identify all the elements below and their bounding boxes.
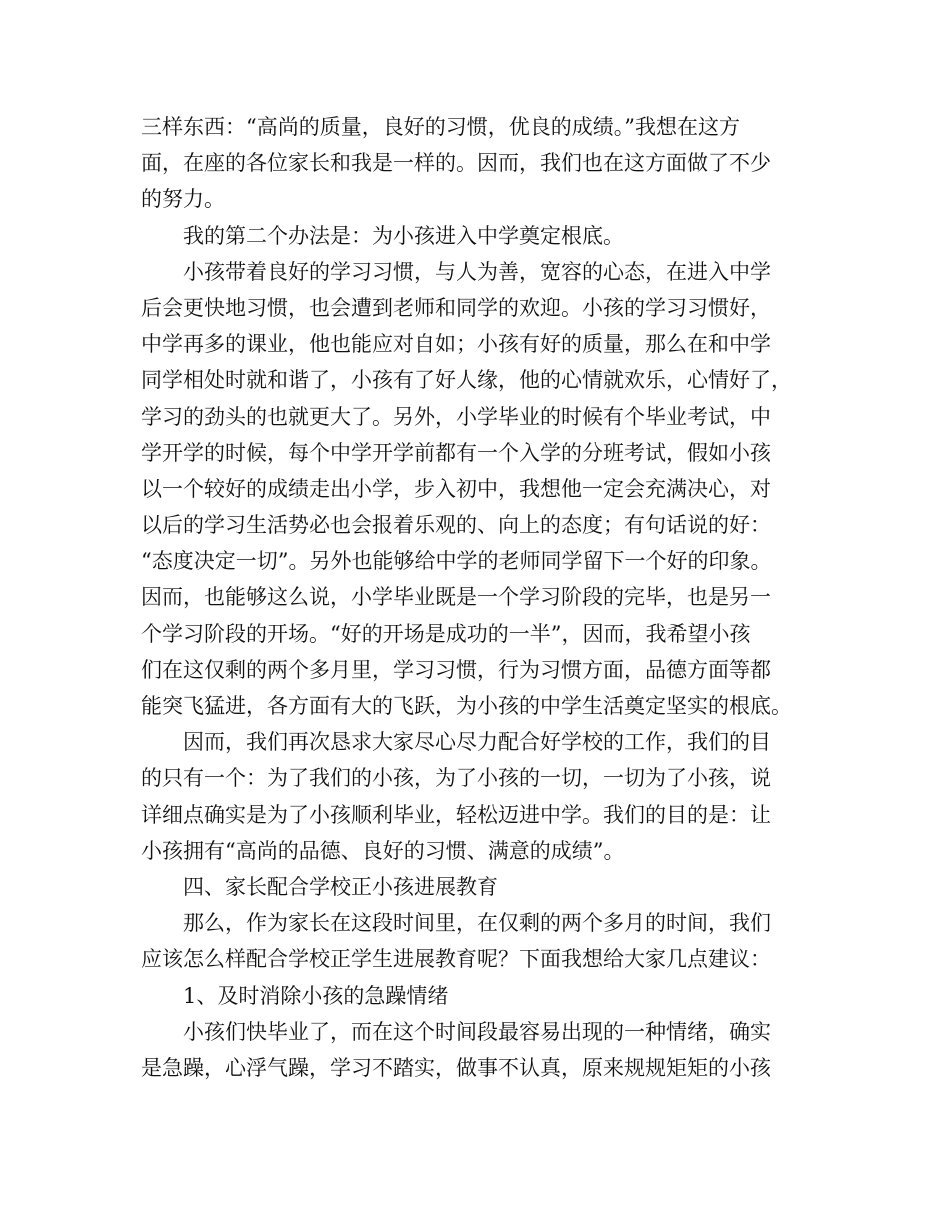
text-line: 1、及时消除小孩的急躁情绪: [183, 983, 449, 1008]
text-line: 三样东西：“高尚的质量，良好的习惯，优良的成绩。”我想在这方: [141, 115, 740, 139]
text-line: 以一个较好的成绩走出小学，步入初中，我想他一定会充满决心，对: [141, 476, 771, 501]
text-line: 学习的劲头的也就更大了。另外，小学毕业的时候有个毕业考试，中: [141, 404, 771, 429]
text-line: 因而，也能够这么说，小学毕业既是一个学习阶段的完毕，也是另一: [141, 585, 771, 610]
text-line: 面，在座的各位家长和我是一样的。因而，我们也在这方面做了不少: [141, 151, 771, 176]
document-body: [141, 109, 811, 1086]
text-line: 因而，我们再次恳求大家尽心尽力配合好学校的工作，我们的目: [183, 730, 771, 755]
text-line: 是急躁，心浮气躁，学习不踏实，做事不认真，原来规规矩矩的小孩: [141, 1055, 771, 1080]
text-line: 小孩拥有“高尚的品德、良好的习惯、满意的成绩”。: [141, 838, 625, 863]
text-line: 小孩带着良好的学习习惯，与人为善，宽容的心态，在进入中学: [183, 259, 771, 284]
text-line: 们在这仅剩的两个多月里，学习习惯，行为习惯方面，品德方面等都: [141, 657, 771, 682]
text-line: 后会更快地习惯，也会遭到老师和同学的欢迎。小孩的学习习惯好，: [141, 295, 771, 320]
text-line: 详细点确实是为了小孩顺利毕业，轻松迈进中学。我们的目的是：让: [141, 802, 771, 827]
text-line: 的只有一个：为了我们的小孩，为了小孩的一切，一切为了小孩，说: [141, 766, 771, 791]
text-line: 个学习阶段的开场。“好的开场是成功的一半”，因而，我希望小孩: [141, 621, 751, 646]
text-line: 我的第二个办法是：为小孩进入中学奠定根底。: [183, 223, 624, 248]
text-line: 以后的学习生活势必也会报着乐观的、向上的态度；有句话说的好：: [141, 513, 771, 538]
text-line: 的努力。: [141, 187, 225, 212]
text-line: 中学再多的课业，他也能应对自如；小孩有好的质量，那么在和中学: [141, 332, 771, 357]
text-line: “态度决定一切”。另外也能够给中学的老师同学留下一个好的印象。: [141, 549, 772, 574]
text-line: 学开学的时候，每个中学开学前都有一个入学的分班考试，假如小孩: [141, 440, 771, 465]
text-line: 同学相处时就和谐了，小孩有了好人缘，他的心情就欢乐，心情好了，: [141, 368, 792, 393]
text-line: 那么，作为家长在这段时间里，在仅剩的两个多月的时间，我们: [183, 911, 771, 936]
text-line: 应该怎么样配合学校正学生进展教育呢？下面我想给大家几点建议：: [141, 947, 771, 972]
text-line: 四、家长配合学校正小孩进展教育: [183, 874, 498, 899]
text-line: 能突飞猛进，各方面有大的飞跃，为小孩的中学生活奠定坚实的根底。: [141, 694, 792, 718]
text-line: 小孩们快毕业了，而在这个时间段最容易出现的一种情绪，确实: [183, 1019, 771, 1044]
